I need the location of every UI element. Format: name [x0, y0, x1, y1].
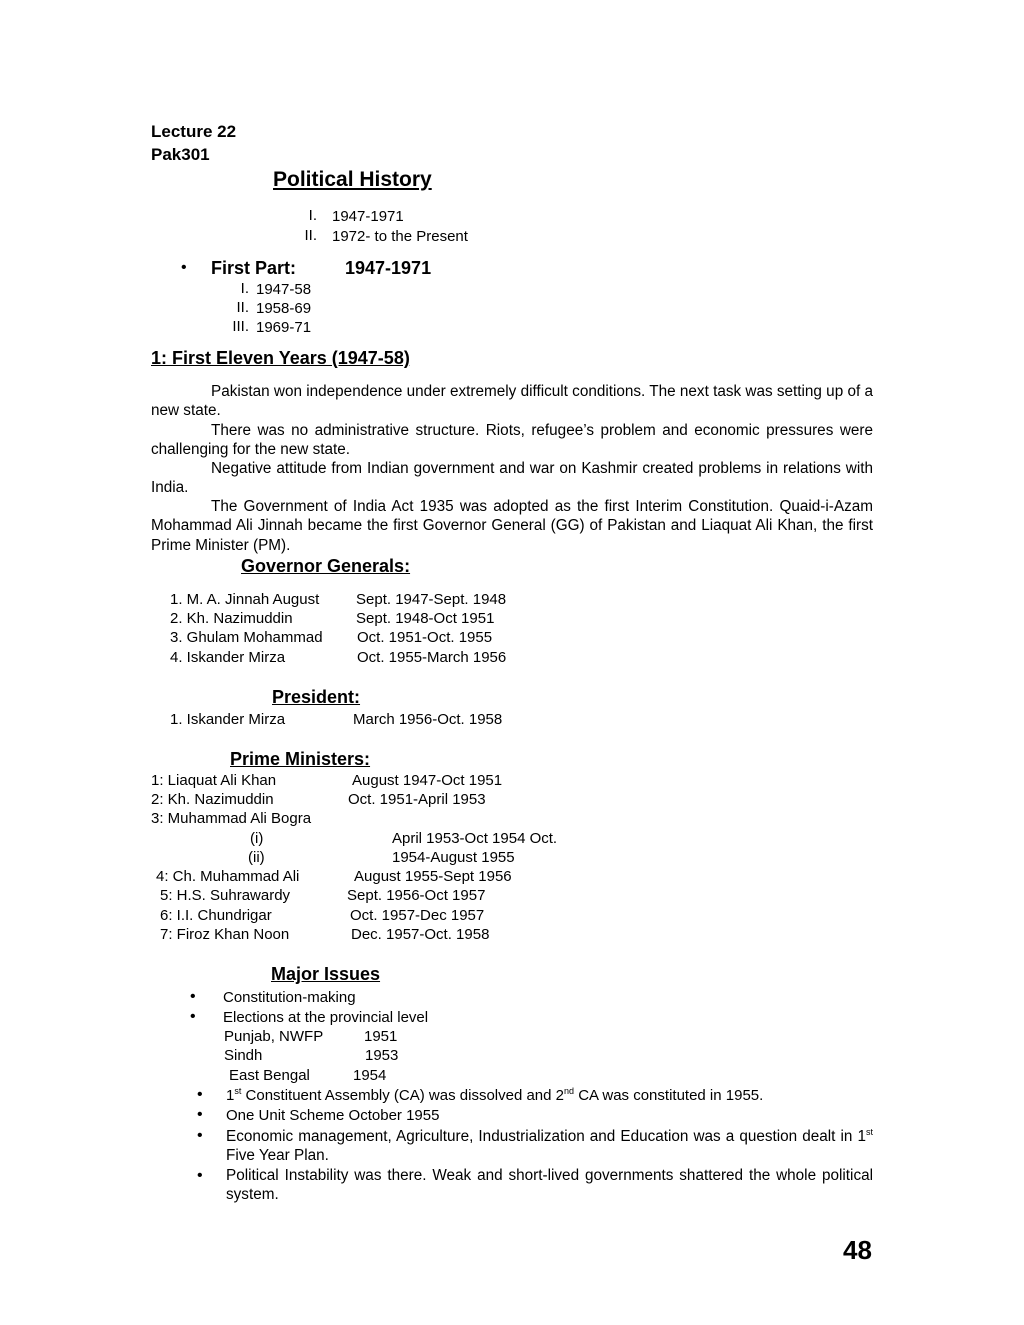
election-year: 1951 — [364, 1028, 398, 1045]
pm-name: 5: H.S. Suhrawardy — [160, 887, 291, 904]
pm-name: 1: Liaquat Ali Khan — [151, 772, 277, 789]
pm-term: Dec. 1957-Oct. 1958 — [351, 926, 490, 943]
governor-generals-heading: Governor Generals: — [241, 556, 411, 576]
sub-period-num: III. — [232, 318, 249, 335]
president-heading: President: — [272, 687, 361, 707]
section-heading: 1: First Eleven Years (1947-58) — [151, 348, 410, 368]
pm-term: Sept. 1956-Oct 1957 — [347, 887, 486, 904]
paragraph: Negative attitude from Indian government and war on Kashmir created problems in relations with India. — [151, 460, 873, 497]
period-text: 1972- to the Present — [332, 228, 468, 245]
economic-text: Economic management, Agriculture, Industrialization and Education was a question dealt in 1 — [226, 1128, 866, 1145]
bullet-icon: • — [197, 1086, 203, 1103]
pm-name: 6: I.I. Chundrigar — [160, 907, 272, 924]
page-title: Political History — [273, 168, 432, 191]
ca-ordinal-suffix: nd — [564, 1086, 575, 1096]
period-num: II. — [304, 227, 317, 244]
pm-term: Oct. 1951-April 1953 — [348, 791, 486, 808]
gg-term: Oct. 1955-March 1956 — [357, 649, 507, 666]
ca-ordinal: 1 — [226, 1087, 235, 1104]
issue-item-ca — [226, 1086, 763, 1105]
sub-period-text: 1969-71 — [256, 319, 312, 336]
issue-item-instability: Political Instability was there. Weak and short-lived governments shattered the whole political system. — [226, 1167, 873, 1204]
election-place: Sindh — [224, 1047, 263, 1064]
course-code: Pak301 — [151, 145, 210, 164]
election-place: East Bengal — [229, 1067, 310, 1084]
gg-term: Sept. 1948-Oct 1951 — [356, 610, 495, 627]
sub-period-num: II. — [236, 299, 249, 316]
gg-name: 3. Ghulam Mohammad — [170, 629, 323, 646]
ca-text: Constituent Assembly (CA) was dissolved and 2 — [241, 1087, 565, 1104]
period-text: 1947-1971 — [332, 208, 404, 225]
pm-term: August 1955-Sept 1956 — [354, 868, 512, 885]
pm-term: August 1947-Oct 1951 — [352, 772, 503, 789]
lecture-label: Lecture 22 — [151, 122, 237, 141]
election-place: Punjab, NWFP — [224, 1028, 324, 1045]
pm-term: Oct. 1957-Dec 1957 — [350, 907, 485, 924]
ca-text-end: CA was constituted in 1955. — [574, 1087, 764, 1104]
sub-period-text: 1947-58 — [256, 281, 312, 298]
pm-name: 7: Firoz Khan Noon — [160, 926, 290, 943]
first-part-label: First Part: — [211, 258, 297, 278]
sub-period-num: I. — [240, 280, 249, 297]
pm-term: April 1953-Oct 1954 Oct. — [392, 830, 558, 847]
economic-ordinal-suffix: st — [865, 1126, 873, 1137]
pm-subterm-label: (ii) — [248, 849, 265, 866]
bullet-icon: • — [190, 988, 196, 1005]
bullet-icon: • — [197, 1106, 203, 1123]
economic-text-end: Five Year Plan. — [226, 1147, 329, 1165]
issue-item: One Unit Scheme October 1955 — [226, 1107, 440, 1124]
gg-term: Sept. 1947-Sept. 1948 — [356, 591, 507, 608]
paragraph: There was no administrative structure. Riots, refugee’s problem and economic pressures were challenging for the new state. — [151, 422, 873, 459]
paragraph: Pakistan won independence under extremely difficult conditions. The next task was setting up of a new state. — [151, 383, 873, 420]
bullet-icon: • — [197, 1127, 203, 1144]
gg-name: 2. Kh. Nazimuddin — [170, 610, 293, 627]
issue-item: Elections at the provincial level — [223, 1009, 429, 1026]
pm-term: 1954-August 1955 — [392, 849, 515, 866]
pm-name: 4: Ch. Muhammad Ali — [156, 868, 300, 885]
page-number: 48 — [843, 1235, 872, 1265]
first-part-range: 1947-1971 — [345, 258, 432, 278]
bullet-icon: • — [190, 1008, 196, 1025]
election-year: 1954 — [353, 1067, 387, 1084]
paragraph: The Government of India Act 1935 was adopted as the first Interim Constitution. Quaid-i-Azam Mohammad Ali Jinnah became the first Governor General (GG) of Pakistan and Liaquat Ali Khan, the first Prime Minister (PM). — [151, 498, 873, 554]
election-year: 1953 — [365, 1047, 399, 1064]
sub-period-text: 1958-69 — [256, 300, 312, 317]
ca-ordinal-suffix: st — [234, 1086, 242, 1096]
issue-item: Constitution-making — [223, 989, 356, 1006]
issue-item-economic — [226, 1127, 873, 1166]
pm-name: 2: Kh. Nazimuddin — [151, 791, 274, 808]
gg-name: 4. Iskander Mirza — [170, 649, 286, 666]
prime-ministers-heading: Prime Ministers: — [230, 749, 371, 769]
period-num: I. — [308, 207, 317, 224]
gg-term: Oct. 1951-Oct. 1955 — [357, 629, 493, 646]
bullet-icon: • — [181, 259, 187, 276]
president-name: 1. Iskander Mirza — [170, 711, 286, 728]
major-issues-heading: Major Issues — [271, 964, 381, 984]
bullet-icon: • — [197, 1167, 203, 1184]
pm-subterm-label: (i) — [250, 830, 264, 847]
president-term: March 1956-Oct. 1958 — [353, 711, 503, 728]
pm-name: 3: Muhammad Ali Bogra — [151, 810, 312, 827]
gg-name: 1. M. A. Jinnah August — [170, 591, 320, 608]
